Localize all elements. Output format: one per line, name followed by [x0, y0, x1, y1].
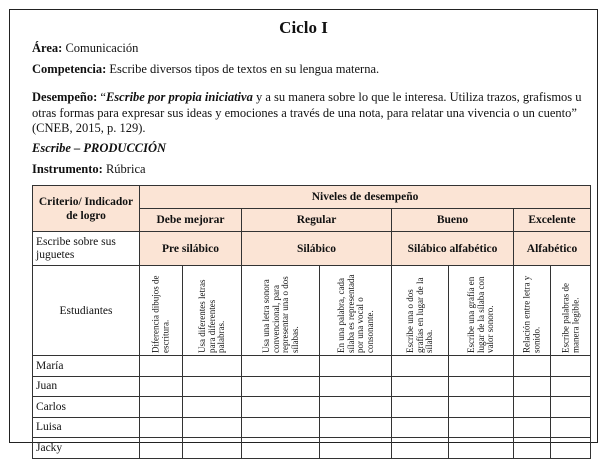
score-cell [514, 397, 551, 418]
score-cell [183, 356, 242, 377]
student-name: Juan [33, 376, 140, 397]
score-cell [392, 356, 449, 377]
score-cell [551, 438, 591, 459]
indicator-cell [320, 266, 392, 356]
score-cell [514, 376, 551, 397]
table-row [33, 376, 591, 397]
category-pre-silabico: Pre silábico [140, 232, 242, 266]
escribe-heading: Escribe – PRODUCCIÓN [32, 141, 167, 155]
desempeno-quote-open: “ [100, 90, 106, 104]
instrumento-label: Instrumento: [32, 162, 103, 176]
indicator-cell [449, 266, 514, 356]
indicator-cell [140, 266, 183, 356]
table-row [33, 438, 591, 459]
score-cell [392, 438, 449, 459]
score-cell [140, 417, 183, 438]
score-cell [551, 417, 591, 438]
student-name: María [33, 356, 140, 377]
score-cell [140, 397, 183, 418]
indicator-text: Relación entre letra y sonido. [521, 275, 541, 353]
indicator-text: Escribe una o dos grafías en lugar de la sílaba. [404, 277, 434, 353]
score-cell [183, 417, 242, 438]
score-cell [449, 356, 514, 377]
score-cell [514, 417, 551, 438]
category-label: Escribe sobre sus juguetes [33, 232, 140, 266]
score-cell [242, 356, 320, 377]
desempeno-text: y a su manera sobre lo que le interesa. Utiliza trazos, grafismos u otras formas para expresar sus ideas y emociones a través de una nota, para relatar una vivencia o un cuento” (CNEB, 2015, p. 129). [32, 90, 582, 135]
students-header: Estudiantes [33, 266, 140, 356]
score-cell [392, 397, 449, 418]
desempeno-paragraph [32, 90, 592, 137]
score-cell [514, 438, 551, 459]
rubric-table [32, 185, 591, 459]
score-cell [140, 376, 183, 397]
indicator-text: Diferencia dibujos de escritura. [150, 275, 170, 353]
level-regular: Regular [242, 209, 392, 232]
level-bueno: Bueno [392, 209, 514, 232]
score-cell [514, 356, 551, 377]
score-cell [320, 356, 392, 377]
competencia-label: Competencia: [32, 62, 107, 76]
score-cell [242, 417, 320, 438]
desempeno-label: Desempeño: [32, 90, 98, 104]
criterio-header: Criterio/ Indicador de logro [33, 186, 140, 232]
indicator-cell [242, 266, 320, 356]
level-excelente: Excelente [514, 209, 591, 232]
indicator-text: Escribe palabras de manera legible. [560, 282, 580, 353]
category-alfabetico: Alfabético [514, 232, 591, 266]
indicator-cell [514, 266, 551, 356]
indicator-cell [183, 266, 242, 356]
score-cell [320, 376, 392, 397]
desempeno-emphasis: Escribe por propia iniciativa [105, 90, 253, 104]
niveles-header: Niveles de desempeño [140, 186, 591, 209]
document-frame [9, 9, 598, 454]
instrumento-line [32, 162, 146, 177]
score-cell [140, 356, 183, 377]
indicator-text: En una palabra, cada sílaba es representada por una vocal o consonante. [335, 274, 374, 353]
indicator-text: Usa una letra sonora convencional, para representar una o dos sílabas. [260, 275, 299, 353]
score-cell [242, 438, 320, 459]
competencia-line [32, 62, 379, 77]
table-row [33, 417, 591, 438]
area-line [32, 41, 138, 56]
category-silabico-alfabetico: Silábico alfabético [392, 232, 514, 266]
score-cell [392, 376, 449, 397]
competencia-value: Escribe diversos tipos de textos en su lengua materna. [109, 62, 380, 76]
score-cell [320, 397, 392, 418]
score-cell [392, 417, 449, 438]
score-cell [449, 376, 514, 397]
indicator-cell [392, 266, 449, 356]
student-name: Jacky [33, 438, 140, 459]
score-cell [551, 397, 591, 418]
score-cell [140, 438, 183, 459]
table-row [33, 356, 591, 377]
score-cell [449, 397, 514, 418]
score-cell [551, 376, 591, 397]
score-cell [242, 397, 320, 418]
score-cell [183, 397, 242, 418]
table-row [33, 397, 591, 418]
indicator-text: Escribe una grafía en lugar de la sílaba con valor sonoro. [465, 276, 495, 353]
student-name: Carlos [33, 397, 140, 418]
score-cell [242, 376, 320, 397]
score-cell [320, 417, 392, 438]
score-cell [183, 438, 242, 459]
score-cell [449, 438, 514, 459]
score-cell [183, 376, 242, 397]
score-cell [551, 356, 591, 377]
score-cell [320, 438, 392, 459]
level-debe-mejorar: Debe mejorar [140, 209, 242, 232]
student-name: Luisa [33, 417, 140, 438]
page-title: Ciclo I [279, 18, 328, 37]
score-cell [449, 417, 514, 438]
area-value: Comunicación [65, 41, 139, 55]
area-label: Área: [32, 41, 63, 55]
indicator-text: Usa diferentes letras para diferentes palabras. [196, 279, 226, 353]
category-silabico: Silábico [242, 232, 392, 266]
indicator-cell [551, 266, 591, 356]
instrumento-value: Rúbrica [105, 162, 146, 176]
